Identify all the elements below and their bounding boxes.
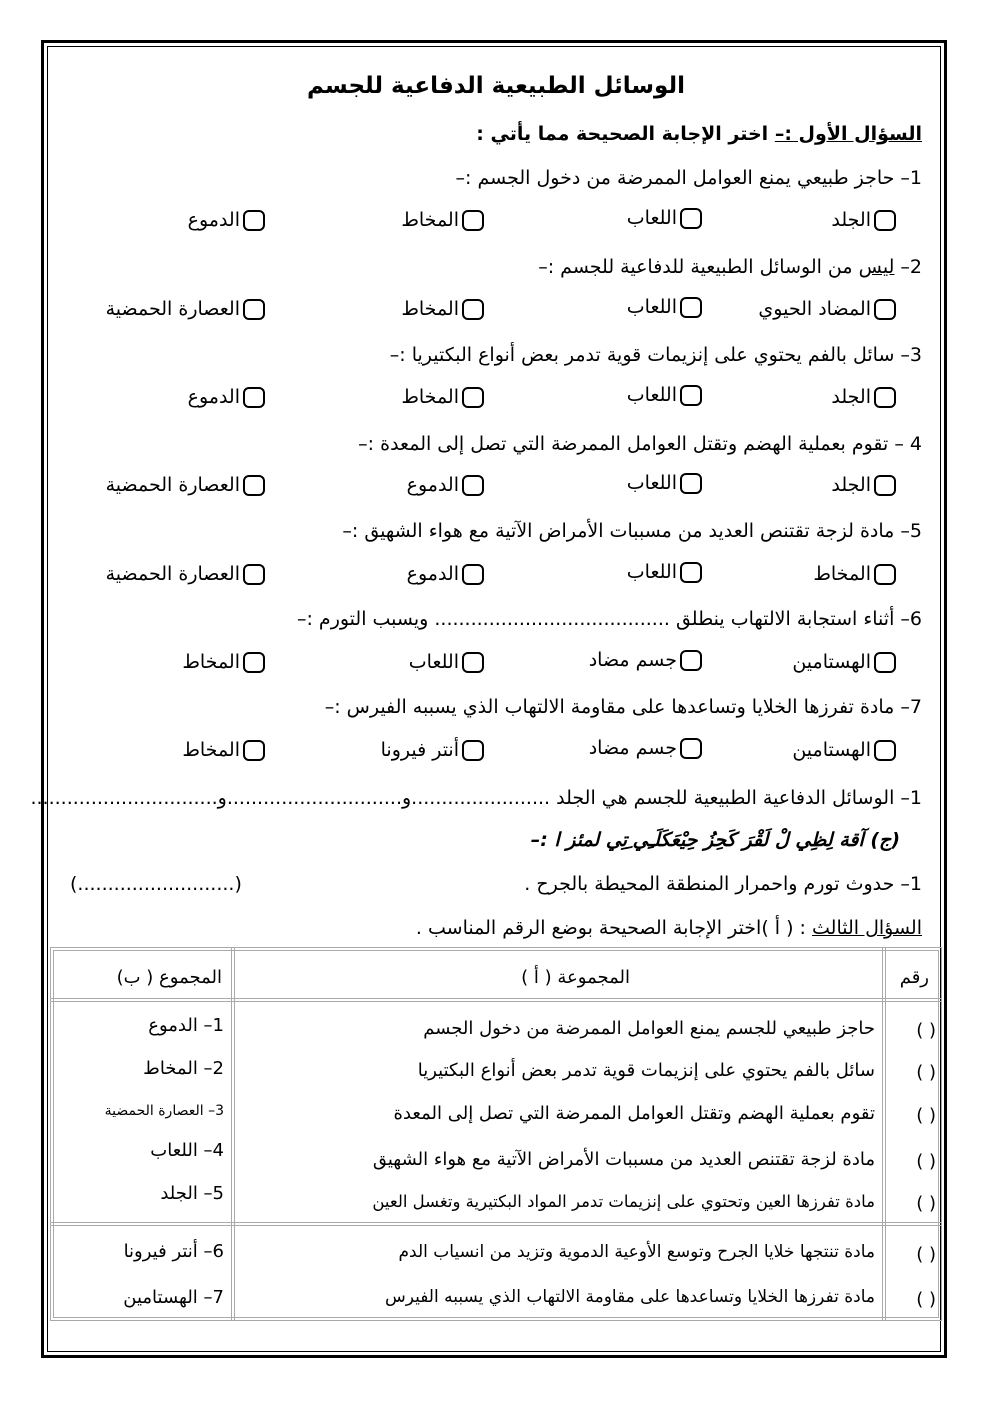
q1-item-2-rest: من الوسائل الطبيعية للدفاعية للجسم :– [538, 256, 859, 278]
q1-item-1-option-2[interactable]: اللعاب [627, 205, 702, 231]
q1-item-2-option-1[interactable]: المضاد الحيوي [758, 296, 896, 322]
q1-item-7-text: 7– مادة تفرزها الخلايا وتساعدها على مقاومة الالتهاب الذي يسببه الفيرس :– [324, 696, 922, 718]
table-header-group-a: المجموعة ( أ ) [521, 967, 630, 988]
table-header-group-b: المجموع ( ب) [116, 967, 222, 988]
q1-heading-label: السؤال الأول :– [774, 123, 922, 145]
q1-item-1-text: 1– حاجز طبيعي يمنع العوامل الممرضة من دخول الجسم :– [455, 167, 922, 189]
q1-heading-text: اختر الإجابة الصحيحة مما يأتي : [476, 123, 775, 145]
checkbox[interactable] [874, 299, 896, 320]
group-b-row-3: 3– العصارة الحمضية [104, 1103, 224, 1119]
checkbox[interactable] [462, 210, 484, 231]
group-a-row-4: مادة لزجة تقتنص العديد من مسببات الأمراض الآتية مع هواء الشهيق [372, 1149, 875, 1170]
checkbox[interactable] [874, 740, 896, 761]
q3-heading-text: : ( أ )اختر الإجابة الصحيحة بوضع الرقم المناسب . [415, 917, 812, 939]
tf-item-1-text: 1– حدوث تورم واحمرار المنطقة المحيطة بالجرح . [524, 873, 922, 895]
q1-item-6-option-2[interactable]: جسم مضاد [589, 647, 702, 673]
q1-item-1-option-3[interactable]: المخاط [401, 207, 484, 233]
q1-item-1-option-1[interactable]: الجلد [831, 207, 896, 233]
table-section-divider [50, 1222, 942, 1226]
checkbox[interactable] [462, 299, 484, 320]
matching-table [50, 947, 942, 1321]
checkbox[interactable] [243, 564, 265, 585]
q3-heading [416, 916, 922, 940]
table-col-divider-num [882, 947, 886, 1321]
q1-item-2-option-2[interactable]: اللعاب [627, 294, 702, 320]
section-c-heading: (ج) آقة لِظِي لْ لَقْرَ كَحِزُ حِيْعَكَلَـِي ِتِي لمئز ا :– [530, 829, 900, 851]
q1-item-4-option-4[interactable]: العصارة الحمضية [106, 472, 265, 498]
q1-item-7-option-1[interactable]: الهستامين [792, 737, 896, 763]
checkbox[interactable] [680, 297, 702, 318]
checkbox[interactable] [462, 652, 484, 673]
checkbox[interactable] [874, 564, 896, 585]
q1-item-4-text: 4 – تقوم بعملية الهضم وتقتل العوامل الممرضة التي تصل إلى المعدة :– [358, 433, 922, 455]
checkbox[interactable] [243, 210, 265, 231]
group-b-row-2: 2– المخاط [143, 1058, 224, 1079]
table-header-num: رقم [899, 967, 929, 988]
group-b-row-7: 7– الهستامين [123, 1287, 224, 1308]
q1-item-4-option-3[interactable]: الدموع [407, 472, 484, 498]
checkbox[interactable] [462, 564, 484, 585]
group-a-row-3: تقوم بعملية الهضم وتقتل العوامل الممرضة التي تصل إلى المعدة [393, 1103, 875, 1124]
checkbox[interactable] [243, 299, 265, 320]
checkbox[interactable] [680, 738, 702, 759]
q1-item-5-option-4[interactable]: العصارة الحمضية [106, 561, 265, 587]
checkbox[interactable] [243, 652, 265, 673]
answer-slot-6[interactable]: ( ) [916, 1244, 936, 1265]
q1-item-4-option-2[interactable]: اللعاب [627, 470, 702, 496]
q1-item-4-option-1[interactable]: الجلد [831, 472, 896, 498]
tf-item-1-blank[interactable]: (..........................) [70, 873, 242, 895]
checkbox[interactable] [462, 740, 484, 761]
q1-item-3-option-3[interactable]: المخاط [401, 384, 484, 410]
checkbox[interactable] [462, 387, 484, 408]
q1-item-5-option-3[interactable]: الدموع [407, 561, 484, 587]
checkbox[interactable] [462, 475, 484, 496]
checkbox[interactable] [874, 210, 896, 231]
group-a-row-7: مادة تفرزها الخلايا وتساعدها على مقاومة الالتهاب الذي يسببه الفيرس [384, 1287, 875, 1307]
q1-item-2-option-3[interactable]: المخاط [401, 296, 484, 322]
group-b-row-1: 1– الدموع [148, 1015, 224, 1036]
q1-item-2-negation: ليس [858, 256, 895, 278]
q1-item-6-option-4[interactable]: المخاط [182, 649, 265, 675]
q1-item-5-option-2[interactable]: اللعاب [627, 559, 702, 585]
q3-heading-label: السؤال الثالث [812, 917, 922, 939]
page-title: الوسائل الطبيعية الدفاعية للجسم [307, 73, 685, 99]
checkbox[interactable] [243, 387, 265, 408]
fill-in-line: 1– الوسائل الدفاعية الطبيعية للجسم هي الجلد .......................و.............................و............................... [30, 787, 922, 809]
q1-item-3-option-4[interactable]: الدموع [188, 384, 265, 410]
q1-heading [476, 122, 922, 146]
q1-item-7-option-4[interactable]: المخاط [182, 737, 265, 763]
checkbox[interactable] [874, 652, 896, 673]
checkbox[interactable] [680, 473, 702, 494]
checkbox[interactable] [243, 740, 265, 761]
q1-item-6-option-1[interactable]: الهستامين [792, 649, 896, 675]
group-b-row-4: 4– اللعاب [150, 1140, 224, 1161]
q1-item-3-option-1[interactable]: الجلد [831, 384, 896, 410]
q1-item-7-option-3[interactable]: أنتر فيرونا [381, 737, 484, 763]
q1-item-3-option-2[interactable]: اللعاب [627, 382, 702, 408]
answer-slot-4[interactable]: ( ) [916, 1151, 936, 1172]
q1-item-2-number: 2– [894, 256, 922, 278]
checkbox[interactable] [680, 562, 702, 583]
answer-slot-5[interactable]: ( ) [916, 1193, 936, 1214]
q1-item-1-option-4[interactable]: الدموع [188, 207, 265, 233]
q1-item-2-option-4[interactable]: العصارة الحمضية [106, 296, 265, 322]
group-b-row-5: 5– الجلد [160, 1183, 224, 1204]
checkbox[interactable] [874, 387, 896, 408]
group-a-row-5: مادة تفرزها العين وتحتوي على إنزيمات تدمر المواد البكتيرية وتغسل العين [372, 1192, 875, 1211]
q1-item-3-text: 3– سائل بالفم يحتوي على إنزيمات قوية تدمر بعض أنواع البكتيريا :– [389, 344, 922, 366]
answer-slot-3[interactable]: ( ) [916, 1105, 936, 1126]
group-a-row-1: حاجز طبيعي للجسم يمنع العوامل الممرضة من دخول الجسم [423, 1018, 875, 1039]
q1-item-6-text: 6– أثناء استجابة الالتهاب ينطلق ....................................... ويسبب التورم :– [296, 608, 922, 630]
answer-slot-2[interactable]: ( ) [916, 1062, 936, 1083]
group-b-row-6: 6– أنتر فيرونا [123, 1241, 224, 1262]
q1-item-5-option-1[interactable]: المخاط [813, 561, 896, 587]
answer-slot-1[interactable]: ( ) [916, 1020, 936, 1041]
answer-slot-7[interactable]: ( ) [916, 1289, 936, 1310]
q1-item-5-text: 5– مادة لزجة تقتنص العديد من مسببات الأمراض الآتية مع هواء الشهيق :– [342, 520, 922, 542]
table-header-divider [50, 998, 942, 1002]
checkbox[interactable] [680, 385, 702, 406]
group-a-row-2: سائل بالفم يحتوي على إنزيمات قوية تدمر بعض أنواع البكتيريا [417, 1060, 875, 1081]
q1-item-2-text [538, 255, 922, 279]
group-a-row-6: مادة تنتجها خلايا الجرح وتوسع الأوعية الدموية وتزيد من انسياب الدم [398, 1242, 875, 1262]
q1-item-6-option-3[interactable]: اللعاب [409, 649, 484, 675]
checkbox[interactable] [874, 475, 896, 496]
checkbox[interactable] [243, 475, 265, 496]
q1-item-7-option-2[interactable]: جسم مضاد [589, 735, 702, 761]
checkbox[interactable] [680, 650, 702, 671]
table-col-divider-b [231, 947, 235, 1321]
checkbox[interactable] [680, 208, 702, 229]
